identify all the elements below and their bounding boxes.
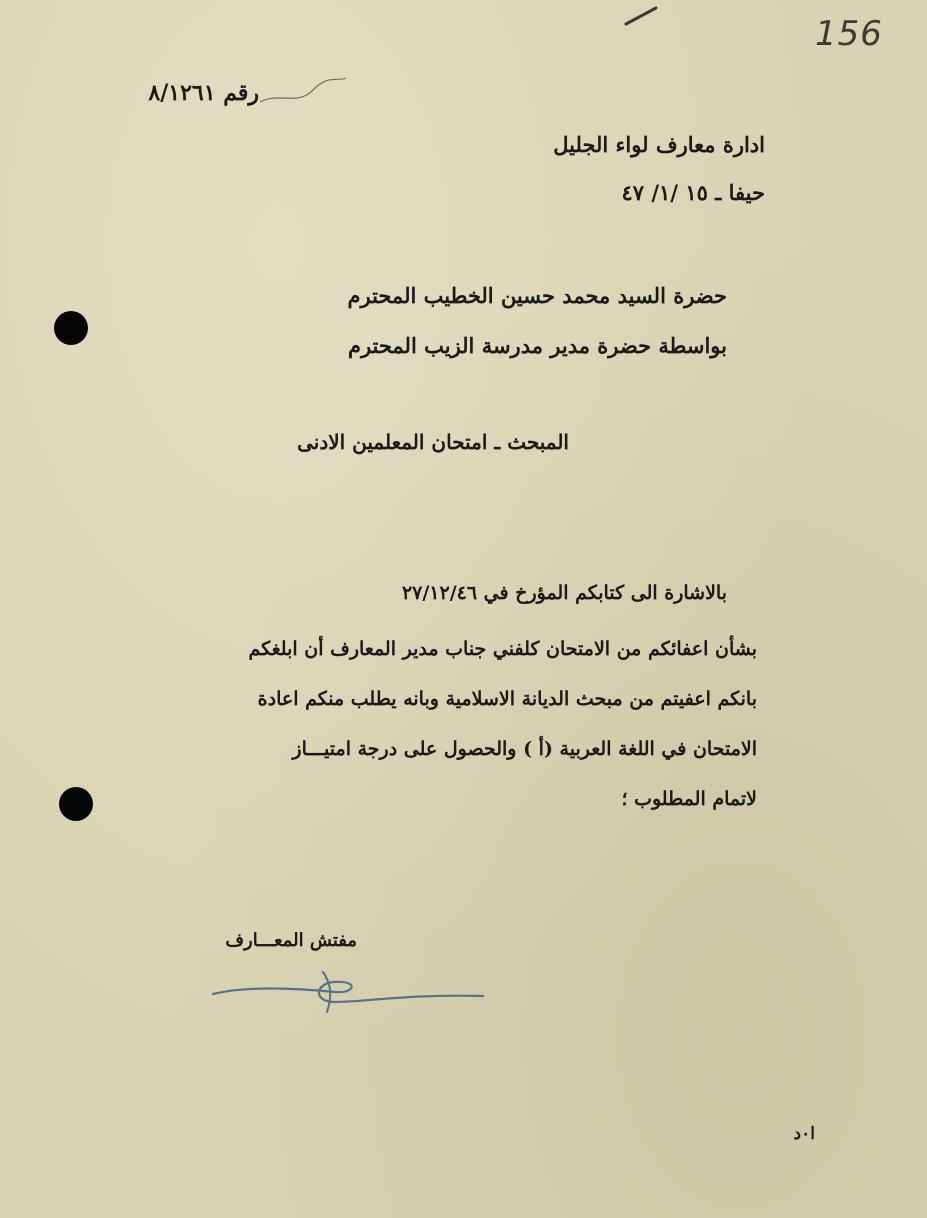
- reference-number: رقم ٨/١٢٦١: [148, 80, 259, 106]
- recipient-line-2: بواسطة حضرة مدير مدرسة الزيب المحترم: [347, 333, 727, 358]
- body-line-2: بشأن اعفائكم من الامتحان كلفني جناب مدير المعارف أن ابلغكم: [248, 638, 757, 660]
- body-line-5: لاتمام المطلوب ؛: [621, 788, 757, 810]
- punch-hole-bottom: [59, 787, 93, 821]
- place-date: حيفا ـ ١٥ /١/ ٤٧: [621, 180, 765, 205]
- pencil-scribble: [258, 72, 348, 112]
- body-line-3: بانكم اعفيتم من مبحث الديانة الاسلامية وبانه يطلب منكم اعادة: [257, 688, 757, 710]
- office-name: ادارة معارف لواء الجليل: [553, 132, 765, 157]
- subject-line: المبحث ـ امتحان المعلمين الادنى: [297, 430, 569, 454]
- body-line-4: الامتحان في اللغة العربية (أ ) والحصول على درجة امتيـــاز: [292, 738, 757, 760]
- punch-hole-top: [54, 311, 88, 345]
- body-line-1: بالاشارة الى كتابكم المؤرخ في ٢٧/١٢/٤٦: [401, 582, 727, 604]
- page-number: 156: [815, 14, 883, 54]
- signature: [205, 968, 495, 1018]
- typist-initials: ا٠د: [793, 1124, 815, 1144]
- pencil-tick: [622, 4, 662, 28]
- signature-title: مفتش المعـــارف: [225, 930, 357, 951]
- recipient-line-1: حضرة السيد محمد حسين الخطيب المحترم: [347, 283, 727, 308]
